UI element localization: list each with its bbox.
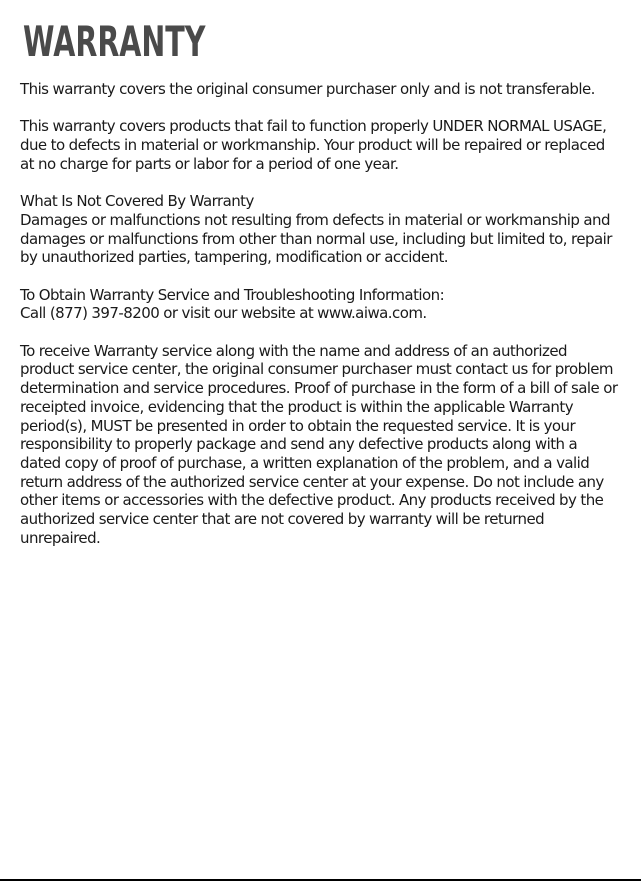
paragraph-coverage: This warranty covers products that fail to function properly UNDER NORMAL USAGE, due to defects in material or workmanship. Your product will be repaired or replaced at no charge for parts or labor for a period of one year. (20, 117, 607, 173)
paragraph-transferability: This warranty covers the original consumer purchaser only and is not transferable. (20, 80, 595, 98)
paragraph-service-procedure: To receive Warranty service along with the name and address of an authorized product service center, the original consumer purchaser must contact us for problem determination and service procedures. Proof of purchase in the form of a bill of sale or receipted invoice, evidencing that the product is within the applicable Warranty period(s), MUST be presented in order to obtain the requested service. It is your responsibility to properly package and send any defective products along with a dated copy of proof of purchase, a written explanation of the problem, and a valid return address of the authorized service center at your expense. Do not include any other items or accessories with the defective product. Any products received by the authorized service center that are not covered by warranty will be returned unrepaired. (20, 341, 618, 547)
warranty-page (20, 14, 620, 548)
paragraph-contact: To Obtain Warranty Service and Troubleshooting Information: Call (877) 397-8200 or visit our website at www.aiwa.com. (20, 285, 445, 323)
page-title: WARRANTY (23, 17, 206, 66)
warranty-body (20, 80, 620, 548)
paragraph-not-covered: What Is Not Covered By Warranty Damages or malfunctions not resulting from defects in material or workmanship and damages or malfunctions from other than normal use, including but limited to, repair by unauthorized parties, tampering, modification or accident. (20, 192, 612, 267)
